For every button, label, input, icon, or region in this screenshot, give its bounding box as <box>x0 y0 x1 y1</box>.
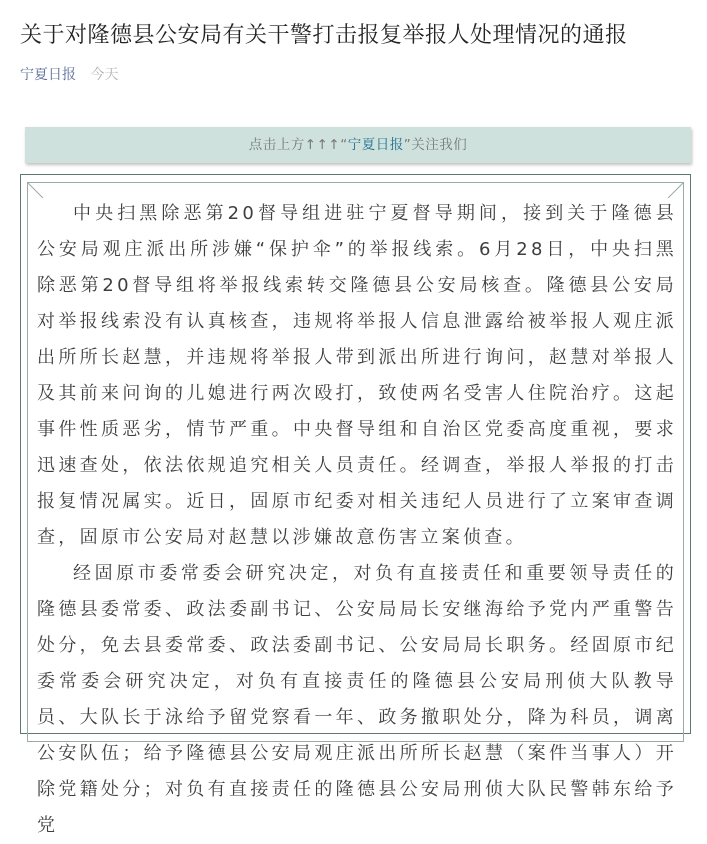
paragraph-2: 经固原市委常委会研究决定，对负有直接责任和重要领导责任的隆德县委常委、政法委副书记、公安局局长安继海给予党内严重警告处分，免去县委常委、政法委副书记、公安局局长职务。经固原市纪委常委会研究决定，对负有直接责任的隆德县公安局刑侦大队教导员、大队长于泳给予留党察看一年、政务撤职处分，降为科员，调离公安队伍；给予隆德县公安局观庄派出所所长赵慧（案件当事人）开除党籍处分；对负有直接责任的隆德县公安局刑侦大队民警韩东给予党 <box>37 563 677 836</box>
publish-time: 今天 <box>90 67 119 83</box>
banner-suffix: ”关注我们 <box>403 137 468 153</box>
banner-account-link[interactable]: 宁夏日报 <box>347 137 404 153</box>
paragraph-1: 中央扫黑除恶第20督导组进驻宁夏督导期间，接到关于隆德县公安局观庄派出所涉嫌“保护伞”的举报线索。6月28日，中央扫黑除恶第20督导组将举报线索转交隆德县公安局核查。隆德县公安局对举报线索没有认真核查，违规将举报人信息泄露给被举报人观庄派出所所长赵慧，并违规将举报人带到派出所进行询问，赵慧对举报人及其前来问询的儿媳进行两次殴打，致使两名受害人住院治疗。这起事件性质恶劣，情节严重。中央督导组和自治区党委高度重视，要求迅速查处，依法依规追究相关人员责任。经调查，举报人举报的打击报复情况属实。近日，固原市纪委对相关违纪人员进行了立案审查调查，固原市公安局对赵慧以涉嫌故意伤害立案侦查。 <box>37 203 677 548</box>
source-link[interactable]: 宁夏日报 <box>20 67 76 83</box>
article-meta <box>20 64 118 84</box>
banner-prefix: 点击上方↑↑↑“ <box>248 137 348 153</box>
follow-banner <box>25 127 691 163</box>
article-body <box>37 196 677 844</box>
article-title: 关于对隆德县公安局有关干警打击报复举报人处理情况的通报 <box>20 23 628 48</box>
